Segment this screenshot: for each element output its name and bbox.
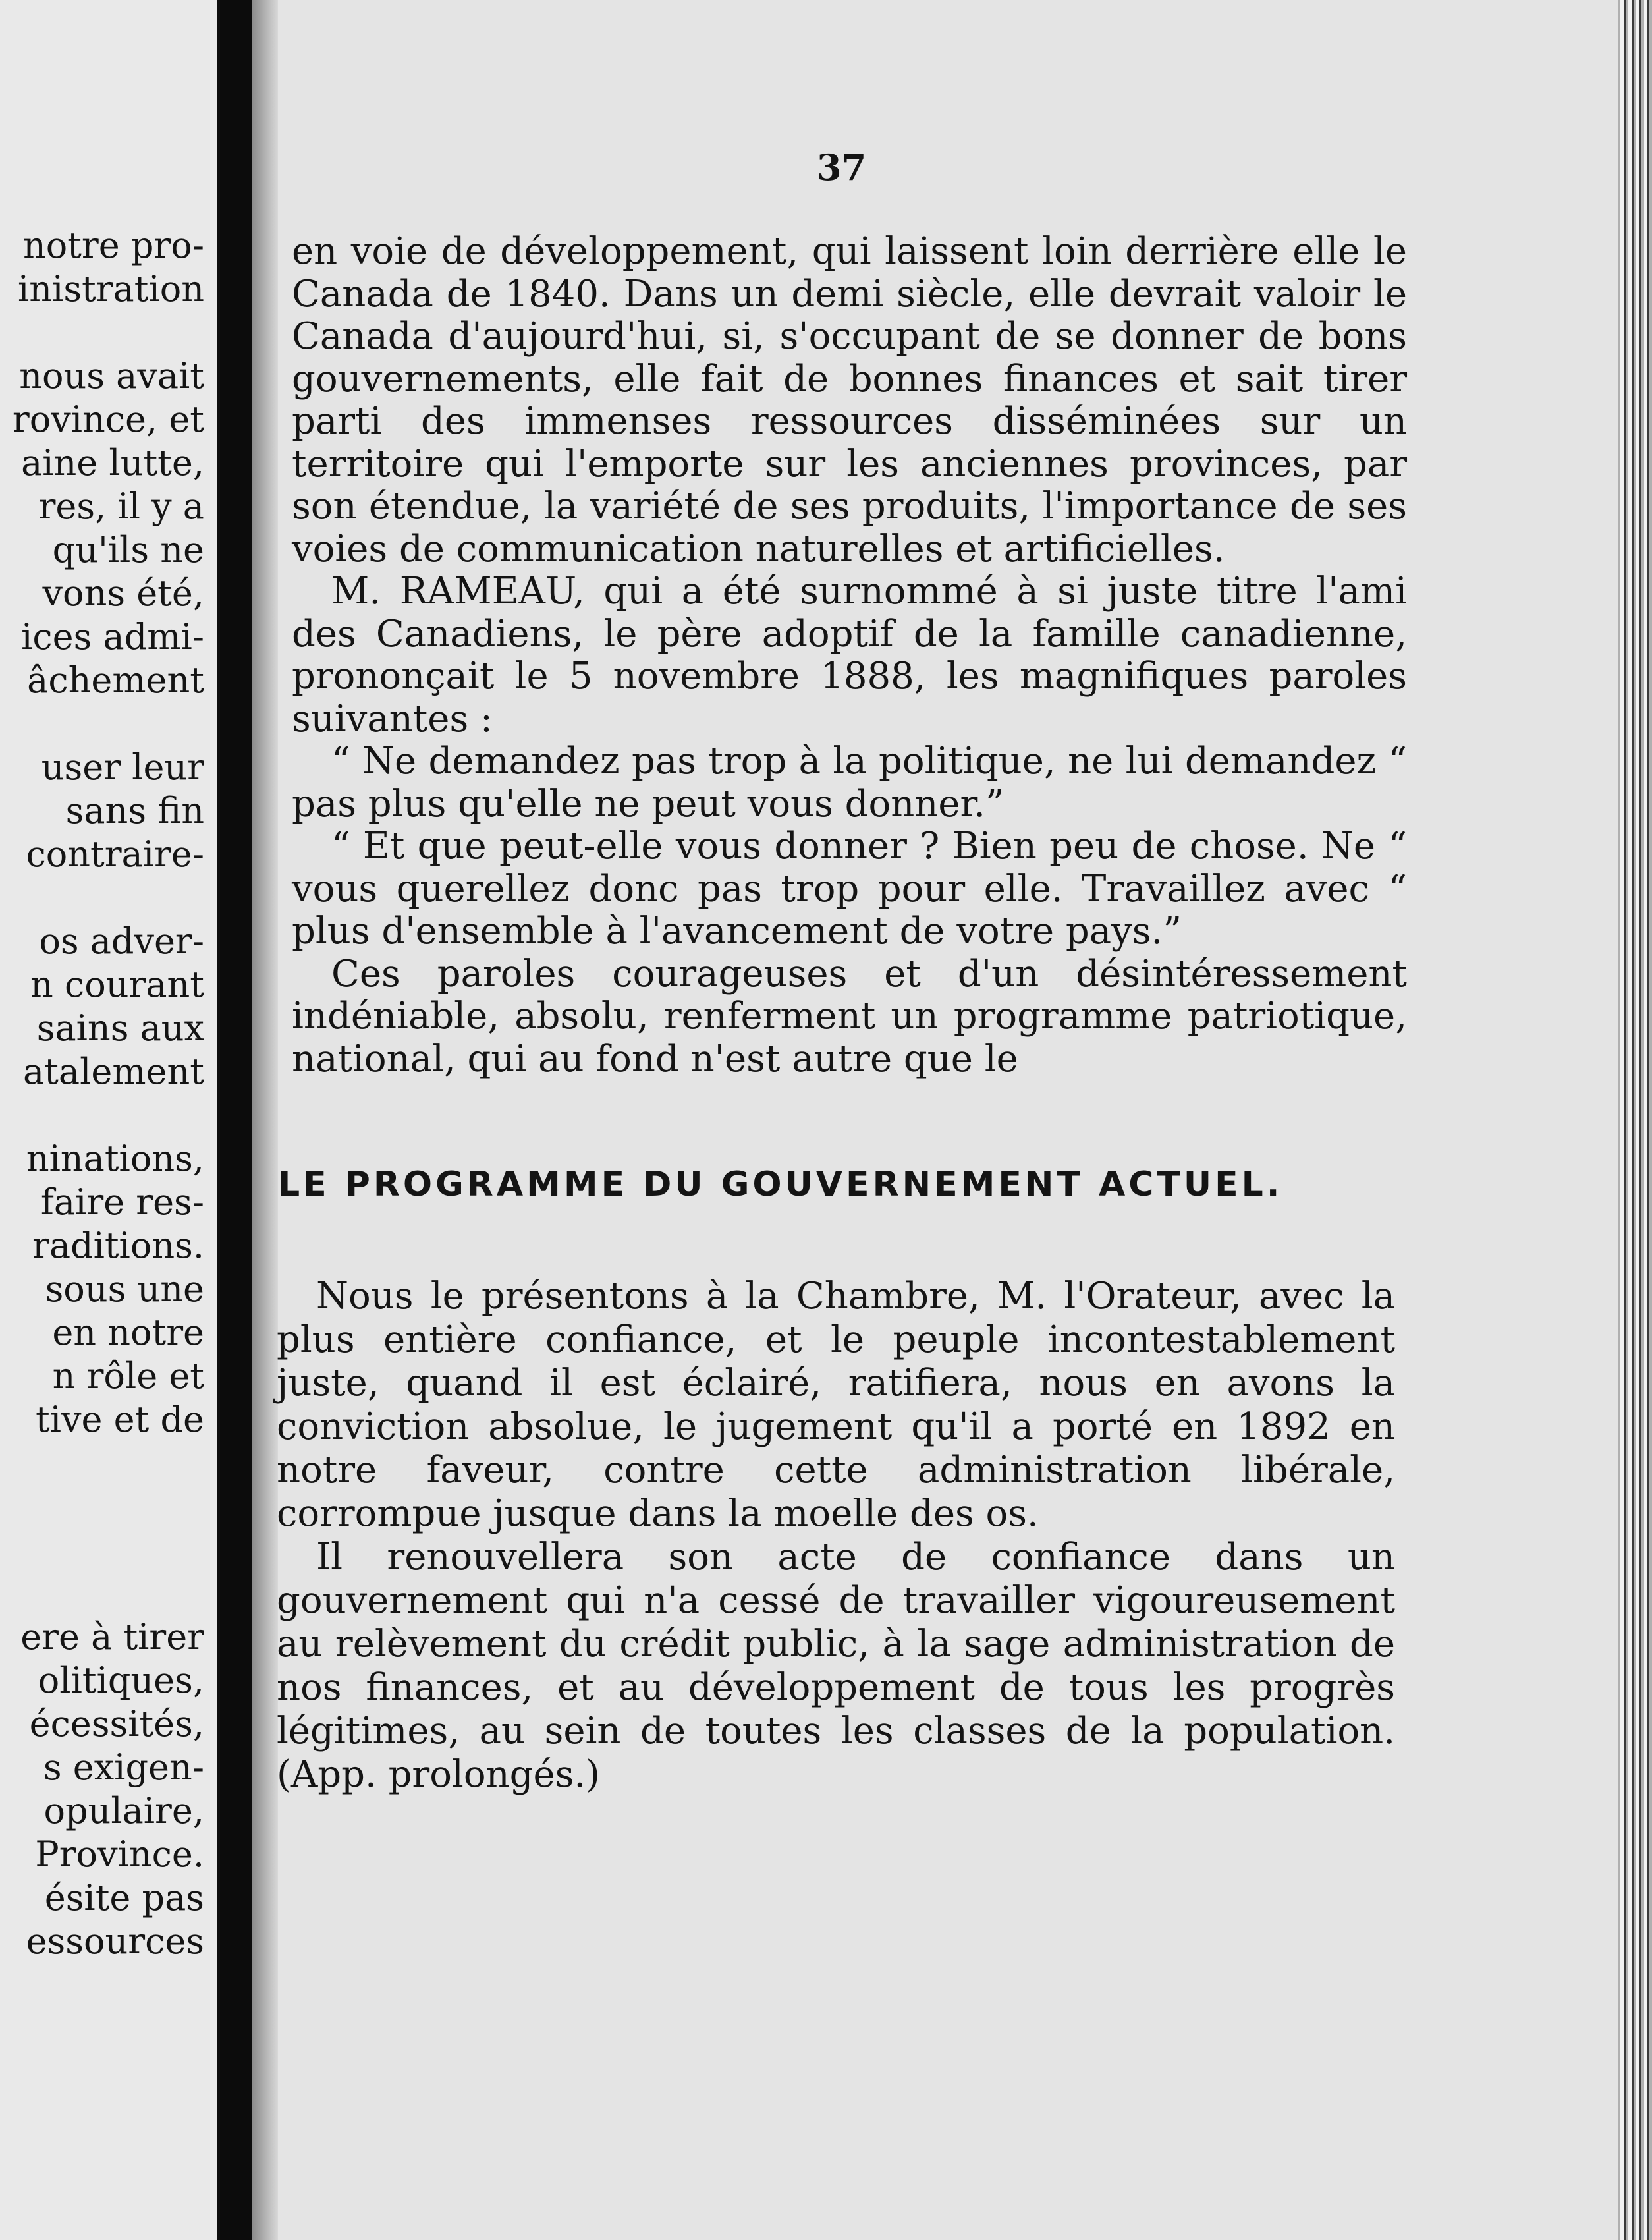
left-page-line: ninations, <box>26 1138 204 1179</box>
left-page-line: Province. <box>35 1834 204 1875</box>
left-page-line: essources <box>26 1920 204 1962</box>
left-page-line: sans fin <box>65 790 204 831</box>
left-page-line: faire res- <box>40 1181 204 1223</box>
paragraph: en voie de développement, qui laissent loin derrière elle le Canada de 1840. Dans un demi siècle, elle devrait valoir le Canada d'aujourd'hui, si, s'occupant de se donner de bons gouvernements, elle fait de bonnes finances et sait tirer parti des immenses ressources disséminées sur un territoire qui l'emporte sur les anciennes provinces, par son étendue, la variété de ses produits, l'importance de ses voies de communication naturelles et artificielles. <box>292 230 1407 571</box>
body-text-top <box>292 231 1407 1080</box>
page-edges <box>1618 0 1652 2240</box>
paragraph: Nous le présentons à la Chambre, M. l'Orateur, avec la plus entière confiance, et le peuple incontestablement juste, quand il est éclairé, ratifiera, nous en avons la conviction absolue, le jugement qu'il a porté en 1892 en notre faveur, contre cette administration libérale, corrompue jusque dans la moelle des os. <box>277 1275 1395 1535</box>
left-page-line: ices admi- <box>21 616 204 658</box>
left-page-line: atalement <box>23 1051 204 1092</box>
left-page-line: inistration <box>18 268 204 310</box>
page-number: 37 <box>817 146 867 188</box>
left-page-line: notre pro- <box>22 225 204 266</box>
left-page-line: n rôle et <box>52 1355 204 1397</box>
left-page-line: sains aux <box>36 1007 204 1049</box>
left-page-line: opulaire, <box>43 1790 204 1832</box>
quote-paragraph: “ Ne demandez pas trop à la politique, ne lui demandez “ pas plus qu'elle ne peut vous donner.” <box>292 740 1407 826</box>
paragraph: Ces paroles courageuses et d'un désintéressement indéniable, absolu, renferment un programme patriotique, national, qui au fond n'est autre que le <box>292 952 1407 1080</box>
left-page-line: tive et de <box>36 1399 204 1440</box>
left-page-line: res, il y a <box>38 486 204 527</box>
left-page-line: os adver- <box>39 920 204 962</box>
left-page-line: raditions. <box>32 1225 204 1266</box>
left-page-line: olitiques, <box>38 1660 204 1701</box>
left-page-line: user leur <box>41 746 204 788</box>
left-page-line: qu'ils ne <box>52 529 204 571</box>
left-page-line: sous une <box>45 1268 204 1310</box>
paragraph: M. RAMEAU, qui a été surnommé à si juste titre l'ami des Canadiens, le père adoptif de la famille canadienne, prononçait le 5 novembre 1888, les magnifiques paroles suivantes : <box>292 570 1407 741</box>
left-page-line: âchement <box>27 659 204 701</box>
left-page-line: aine lutte, <box>21 442 204 484</box>
paragraph: Il renouvellera son acte de confiance dans un gouvernement qui n'a cessé de travailler vigoureusement au relèvement du crédit public, à la sage administration de nos finances, et au développement de tous les progrès légitimes, au sein de toutes les classes de la population. (App. prolongés.) <box>277 1536 1395 1796</box>
left-page-line: s exigen- <box>43 1747 204 1788</box>
left-page-line: ésite pas <box>44 1877 204 1918</box>
left-page-line: contraire- <box>26 833 204 875</box>
body-text-bottom <box>277 1275 1395 1797</box>
left-page-fragment <box>0 0 217 2240</box>
left-page-line: ere à tirer <box>20 1616 204 1658</box>
left-page-line: nous avait <box>19 355 204 397</box>
left-page-line: n courant <box>30 964 204 1005</box>
left-page-line: en notre <box>52 1312 204 1353</box>
book-gutter <box>217 0 252 2240</box>
gutter-shadow <box>252 0 278 2240</box>
left-page-line: vons été, <box>42 573 204 614</box>
section-heading: LE PROGRAMME DU GOUVERNEMENT ACTUEL. <box>278 1165 1283 1204</box>
left-page-line: rovince, et <box>12 399 204 440</box>
left-page-line: écessités, <box>29 1703 204 1745</box>
quote-paragraph: “ Et que peut-elle vous donner ? Bien peu de chose. Ne “ vous querellez donc pas trop pour elle. Travaillez avec “ plus d'ensemble à l'avancement de votre pays.” <box>292 825 1407 953</box>
